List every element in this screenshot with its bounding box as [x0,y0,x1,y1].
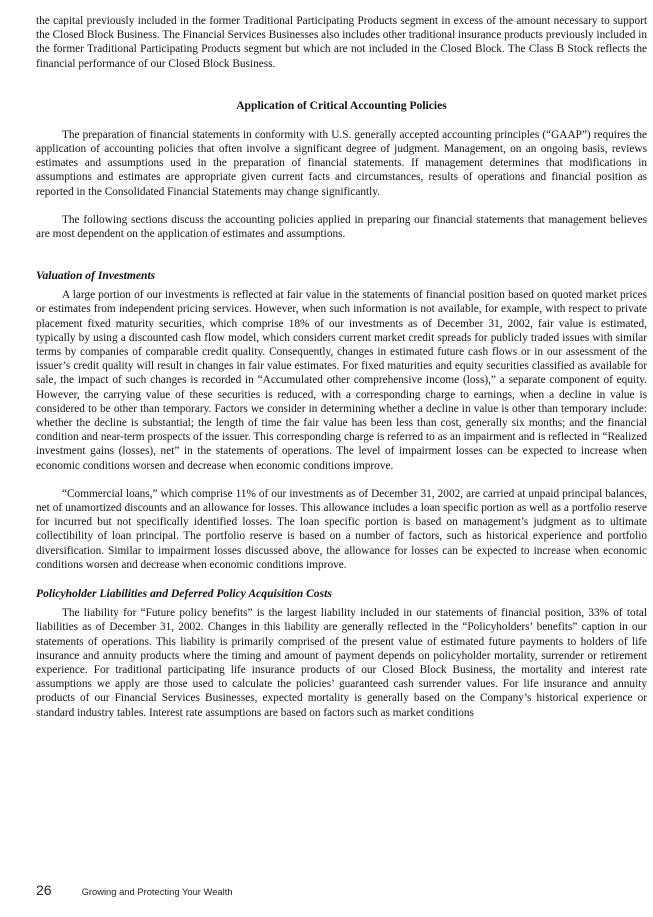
page-footer [36,882,233,898]
page-body [36,14,647,720]
valuation-heading: Valuation of Investments [36,269,156,283]
critical-policies-paragraph-2: The following sections discuss the accounting policies applied in preparing our financial statements that management believes are most dependent on the application of estimates and assumptions. [36,213,647,241]
intro-paragraph: the capital previously included in the former Traditional Participating Products segment in excess of the amount necessary to support the Closed Block Business. The Financial Services Businesses also includes other traditional insurance products previously included in the former Traditional Participating Products segment but which are not included in the Closed Block. The Class B Stock reflects the financial performance of our Closed Block Business. [36,15,647,70]
valuation-paragraph-2: “Commercial loans,” which comprise 11% of our investments as of December 31, 2002, are carried at unpaid principal balances, net of unamortized discounts and an allowance for losses. This allowance includes a loan specific portion as well as a portfolio reserve for incurred but not specifically identified losses. The loan specific portion is based on management’s judgment as to ultimate collectibility of loan principal. The portfolio reserve is based on a number of factors, such as historical experience and portfolio diversification. Similar to impairment losses discussed above, the allowance for losses can be expected to increase when economic conditions worsen and decrease when economic conditions improve. [36,487,647,571]
critical-policies-heading: Application of Critical Accounting Policies [236,98,447,112]
footer-title: Growing and Protecting Your Wealth [81,886,233,897]
page-number: 26 [36,882,52,898]
policyholder-paragraph-1: The liability for “Future policy benefits” is the largest liability included in our statements of financial position, 33% of total liabilities as of December 31, 2002. Changes in this liability are generally reflected in the “Policyholders’ benefits” caption in our statements of operations. This liability is primarily comprised of the present value of estimated future payments to holders of life insurance and annuity products where the timing and amount of payment depends on policyholder mortality, surrender or retirement experience. For traditional participating life insurance products of our Closed Block Business, the mortality and interest rate assumptions we apply are those used to calculate the policies’ guaranteed cash surrender values. For life insurance and annuity products of our Financial Services Businesses, expected mortality is generally based on the Company’s historical experience or standard industry tables. Interest rate assumptions are based on factors such as market conditions [36,607,647,719]
valuation-paragraph-1: A large portion of our investments is reflected at fair value in the statements of financial position based on quoted market prices or estimates from independent pricing services. However, when such information is not available, for example, with respect to private placement fixed maturity securities, which comprise 18% of our investments as of December 31, 2002, fair value is estimated, typically by using a discounted cash flow model, which considers current market credit spreads for publicly traded issues with similar terms by companies of comparable credit quality. Consequently, changes in estimated future cash flows or in our assessment of the issuer’s credit quality will result in changes in fair value estimates. For fixed maturities and equity securities classified as available for sale, the impact of such changes is recorded in “Accumulated other comprehensive income (loss),” a separate component of equity. However, the carrying value of these securities is reduced, with a corresponding charge to earnings, when a decline in value is considered to be other than temporary. Factors we consider in determining whether a decline in value is other than temporary include: whether the decline is substantial; the length of time the fair value has been less than cost, generally six months; and the financial condition and near-term prospects of the issuer. This corresponding charge is referred to as an impairment and is reflected in “Realized investment gains (losses), net” in the statements of operations. The level of impairment losses can be expected to increase when economic conditions worsen and decrease when economic conditions improve. [36,289,647,472]
critical-policies-paragraph-1: The preparation of financial statements in conformity with U.S. generally accepted accounting principles (“GAAP”) requires the application of accounting policies that often involve a significant degree of judgment. Management, on an ongoing basis, reviews estimates and assumptions used in the preparation of financial statements. If management determines that modifications in assumptions and estimates are appropriate given current facts and circumstances, results of operations and financial position as reported in the Consolidated Financial Statements may change significantly. [36,128,647,198]
policyholder-heading: Policyholder Liabilities and Deferred Policy Acquisition Costs [36,587,332,601]
